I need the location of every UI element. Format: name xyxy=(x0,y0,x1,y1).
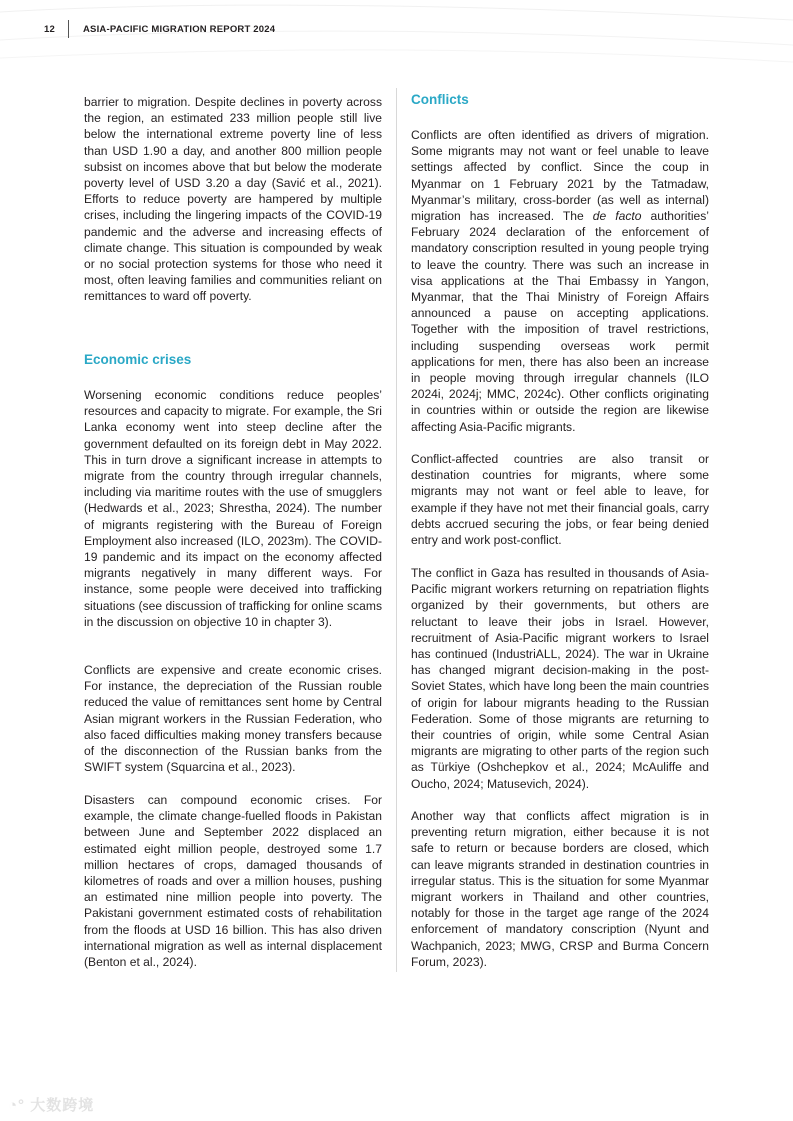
heading-economic-crises: Economic crises xyxy=(84,352,192,367)
running-header xyxy=(44,20,275,38)
italic-term: de facto xyxy=(592,209,642,224)
report-title: ASIA-PACIFIC MIGRATION REPORT 2024 xyxy=(83,23,276,35)
paragraph-gaza-ukraine: The conflict in Gaza has resulted in thousands of Asia-Pacific migrant workers returning on repatriation flights organized by their governments, but others are reluctant to leave their jobs in Israel. However, recruitment of Asia-Pacific migrant workers to Israel has continued (IndustriALL, 2024). The war in Ukraine has changed migrant decision-making in the post-Soviet States, which have long been the main countries of origin for labour migrants heading to the Russian Federation. Some of those migrants are returning to their countries of origin, while some Central Asian migrants are migrating to other parts of the region such as Türkiye (Oshchepkov et al., 2024; McAuliffe and Oucho, 2024; Matusevich, 2024). xyxy=(411,566,709,791)
paragraph-poverty: barrier to migration. Despite declines in poverty across the region, an estimated 233 million people still live below the international extreme poverty line of less than USD 1.90 a day, and another 800 million people subsist on incomes above that but below the moderate poverty level of USD 3.20 a day (Savić et al., 2021). Efforts to reduce poverty are hampered by multiple crises, including the lingering impacts of the COVID-19 pandemic and the adverse and increasing effects of climate change. This situation is compounded by weak or no social protection systems for those who need it most, often leaving families and communities reliant on remittances to ward off poverty. xyxy=(84,95,382,304)
paragraph-disasters: Disasters can compound economic crises. For example, the climate change-fuelled floods in Pakistan between June and September 2022 displaced an estimated eight million people, destroyed some 1.7 million hectares of crops, damaged thousands of kilometres of roads and over a million houses, pushing an estimated nine million people into poverty. The Pakistani government estimated costs of rehabilitation from the floods at USD 16 billion. This has also driven international migration as well as internal displacement (Benton et al., 2024). xyxy=(84,793,382,970)
paragraph-economic-conditions: Worsening economic conditions reduce peoples’ resources and capacity to migrate. For example, the Sri Lanka economy went into steep decline after the government defaulted on its foreign debt in May 2022. This in turn drove a significant increase in attempts to migrate from the country through irregular channels, including via maritime routes with the use of smugglers (Hedwards et al., 2023; Shrestha, 2024). The number of migrants registering with the Bureau of Foreign Employment also increased (ILO, 2023m). The COVID-19 pandemic and its impact on the economy affected migrants negatively in many different ways. For instance, some people were deceived into trafficking situations (see discussion of trafficking for online scams in the discussion on objective 10 in chapter 3). xyxy=(84,388,382,629)
watermark-logo: ◔° 大数跨境 xyxy=(8,1097,95,1114)
heading-conflicts: Conflicts xyxy=(411,92,469,107)
header-divider xyxy=(68,20,69,38)
text-segment: authorities’ February 2024 declaration of the enforcement of mandatory conscription resulted in young people trying to leave the country. There was such an increase in visa applications at the Thai Embassy in Yangon, Myanmar, that the Thai Ministry of Foreign Affairs announced a pause on accepting applications. Together with the imposition of travel restrictions, including suspending overseas work permit applications for men, there has also been an increase in people moving through irregular channels (ILO 2024i, 2024j; MMC, 2024c). Other conflicts originating in countries within or outside the region are likewise affecting Asia-Pacific migrants. xyxy=(411,209,709,434)
paragraph-return-migration: Another way that conflicts affect migration is in preventing return migration, either because it is not safe to return or because borders are closed, which can leave migrants stranded in destination countries in irregular status. This is the situation for some Myanmar migrant workers in Thailand and other countries, notably for those in the target age range of the 2024 enforcement of mandatory conscription (Nyunt and Wachpanich, 2023; MWG, CRSP and Burma Concern Forum, 2023). xyxy=(411,809,709,969)
column-divider xyxy=(396,88,397,972)
paragraph-conflict-affected: Conflict-affected countries are also transit or destination countries for migrants, where some migrants may not want or feel able to leave, for example if they have not met their financial goals, carry debts accrued securing the jobs, or fear being denied entry and work post-conflict. xyxy=(411,452,709,548)
paragraph-conflicts-expensive: Conflicts are expensive and create economic crises. For instance, the depreciation of the Russian rouble reduced the value of remittances sent home by Central Asian migrant workers in the Russian Federation, who also faced difficulties making money transfers because of the disconnection of the Russian banks from the SWIFT system (Squarcina et al., 2023). xyxy=(84,663,382,775)
paragraph-conflicts-drivers xyxy=(411,127,709,435)
text-segment: Conflicts are often identified as drivers of migration. Some migrants may not want or feel unable to leave settings affected by conflict. Since the coup in Myanmar on 1 February 2021 by the Tatmadaw, Myanmar’s military, cross-border (as well as internal) migration has increased. The xyxy=(411,128,709,224)
page-number: 12 xyxy=(44,23,55,35)
